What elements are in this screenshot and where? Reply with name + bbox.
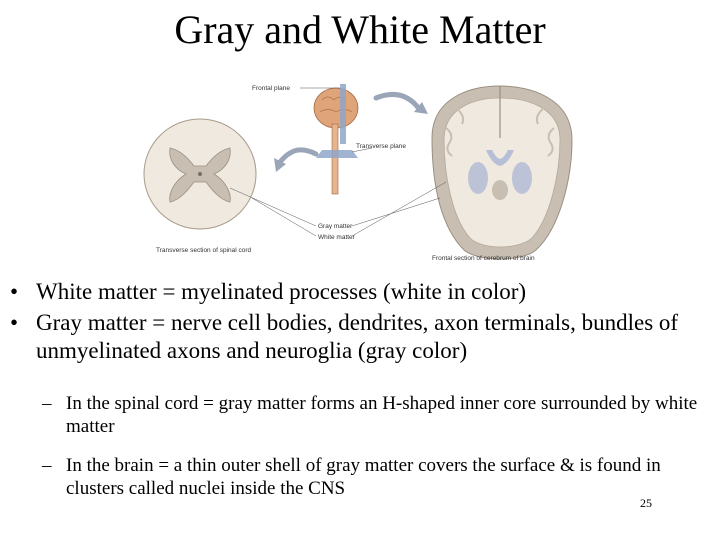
bullet-marker: • — [10, 310, 19, 335]
label-frontal-plane: Frontal plane — [252, 85, 290, 92]
caption-spinal-cord: Transverse section of spinal cord — [156, 247, 252, 254]
slide-title: Gray and White Matter — [174, 7, 546, 52]
label-transverse-plane: Transverse plane — [356, 143, 406, 150]
label-gray-matter: Gray matter — [318, 223, 353, 230]
orientation-brain — [314, 84, 358, 194]
label-white-matter: White matter — [318, 234, 355, 241]
bullet-text: Gray matter = nerve cell bodies, dendrites, axon terminals, bundles of unmyelinated axons and neuroglia (gray color) — [36, 310, 679, 363]
arrow-to-brain-icon — [376, 94, 420, 110]
page-number: 25 — [640, 496, 652, 510]
gray-white-matter-figure — [140, 78, 580, 268]
figure-illustration — [140, 78, 580, 268]
subbullet-marker: – — [42, 393, 52, 414]
subbullet-text: In the brain = a thin outer shell of gray matter covers the surface & is found in clusters called nuclei inside the CNS — [66, 455, 661, 499]
subbullet-text: In the spinal cord = gray matter forms an H-shaped inner core surrounded by white matter — [66, 393, 698, 437]
subbullet-marker: – — [42, 455, 52, 476]
bullet-marker: • — [10, 279, 19, 304]
spinal-cord-section — [144, 119, 256, 229]
caption-brain: Frontal section of cerebrum of brain — [432, 255, 535, 262]
arrow-to-spinal-icon — [280, 150, 316, 162]
bullet-text: White matter = myelinated processes (white in color) — [36, 279, 527, 304]
brain-frontal-section — [432, 86, 572, 259]
